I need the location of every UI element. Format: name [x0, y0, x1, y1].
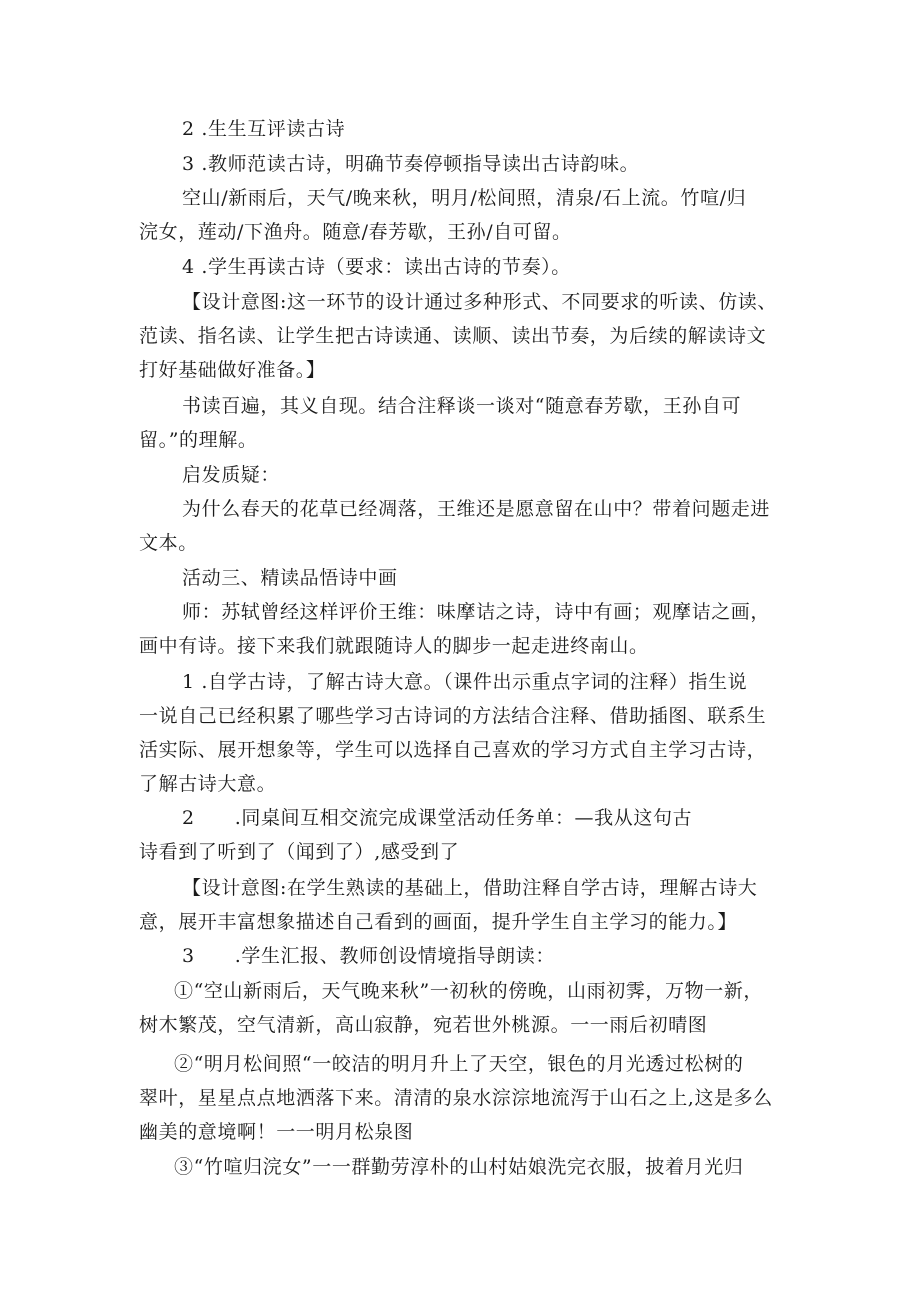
item-number: 3	[182, 945, 195, 967]
text-line: ②“明月松间照“一皎洁的明月升上了天空，银色的月光透过松树的	[174, 1053, 744, 1075]
text-line: 诗看到了听到了（闻到了）,感受到了	[139, 841, 460, 863]
text-line: 留。”的理解。	[139, 429, 258, 451]
text-line: 浣女，莲动/下渔舟。随意/春芳歇，王孙/自可留。	[139, 221, 572, 243]
text-line: 树木繁茂，空气清新，高山寂静，宛若世外桃源。一一雨后初晴图	[139, 1014, 708, 1036]
text-line: 了解古诗大意。	[139, 773, 277, 795]
text-line: ③“竹喧归浣女”一一群勤劳淳朴的山村姑娘洗完衣服，披着月光归	[174, 1156, 744, 1178]
text-line: 画中有诗。接下来我们就跟随诗人的脚步一起走进终南山。	[139, 635, 649, 657]
text-line: 空山/新雨后，天气/晚来秋，明月/松间照，清泉/石上流。竹喧/归	[182, 187, 747, 209]
text-line: 3 .教师范读古诗，明确节奏停顿指导读出古诗韵味。	[182, 153, 640, 175]
text-line: 为什么春天的花草已经凋落，王维还是愿意留在山中？带着问题走进	[182, 498, 771, 520]
text-line	[182, 806, 692, 830]
design-intent: 【设计意图:这一环节的设计通过多种形式、不同要求的听读、仿读、	[182, 291, 778, 313]
text-line: 书读百遍，其义自现。结合注释谈一谈对“随意春芳歇，王孙自可	[182, 395, 742, 417]
text-line: 1 .自学古诗，了解古诗大意。（课件出示重点字词的注释）指生说	[182, 671, 748, 693]
text-line: 启发质疑：	[182, 464, 281, 486]
item-text: .同桌间互相交流完成课堂活动任务单：—我从这句古	[234, 807, 693, 829]
section-heading: 活动三、精读品悟诗中画	[182, 567, 398, 589]
design-intent: 打好基础做好准备。】	[139, 359, 326, 381]
item-text: .学生汇报、教师创设情境指导朗读：	[234, 945, 555, 967]
text-line	[182, 944, 555, 968]
design-intent: 意，展开丰富想象描述自己看到的画面，提升学生自主学习的能力。】	[139, 911, 738, 933]
design-intent: 范读、指名读、让学生把古诗读通、读顺、读出节奏，为后续的解读诗文	[139, 325, 767, 347]
design-intent: 【设计意图:在学生熟读的基础上，借助注释自学古诗，理解古诗大	[182, 877, 758, 899]
text-line: 翠叶，星星点点地洒落下来。清清的泉水淙淙地流泻于山石之上,这是多么	[139, 1087, 773, 1109]
text-line: 师：苏轼曾经这样评价王维：味摩诘之诗，诗中有画；观摩诘之画，	[182, 601, 771, 623]
text-line: 幽美的意境啊！一一明月松泉图	[139, 1121, 414, 1143]
text-line: 文本。	[139, 532, 198, 554]
text-line: 一说自己已经积累了哪些学习古诗词的方法结合注释、借助插图、联系生	[139, 705, 767, 727]
text-line: 活实际、展开想象等，学生可以选择自己喜欢的学习方式自主学习古诗，	[139, 739, 767, 761]
item-number: 2	[182, 807, 195, 829]
text-line: 4 .学生再读古诗（要求：读出古诗的节奏）。	[182, 256, 571, 278]
text-line: ①“空山新雨后，天气晚来秋”一初秋的傍晚，山雨初霁，万物一新，	[174, 980, 764, 1002]
text-line: 2 .生生互评读古诗	[182, 118, 346, 140]
